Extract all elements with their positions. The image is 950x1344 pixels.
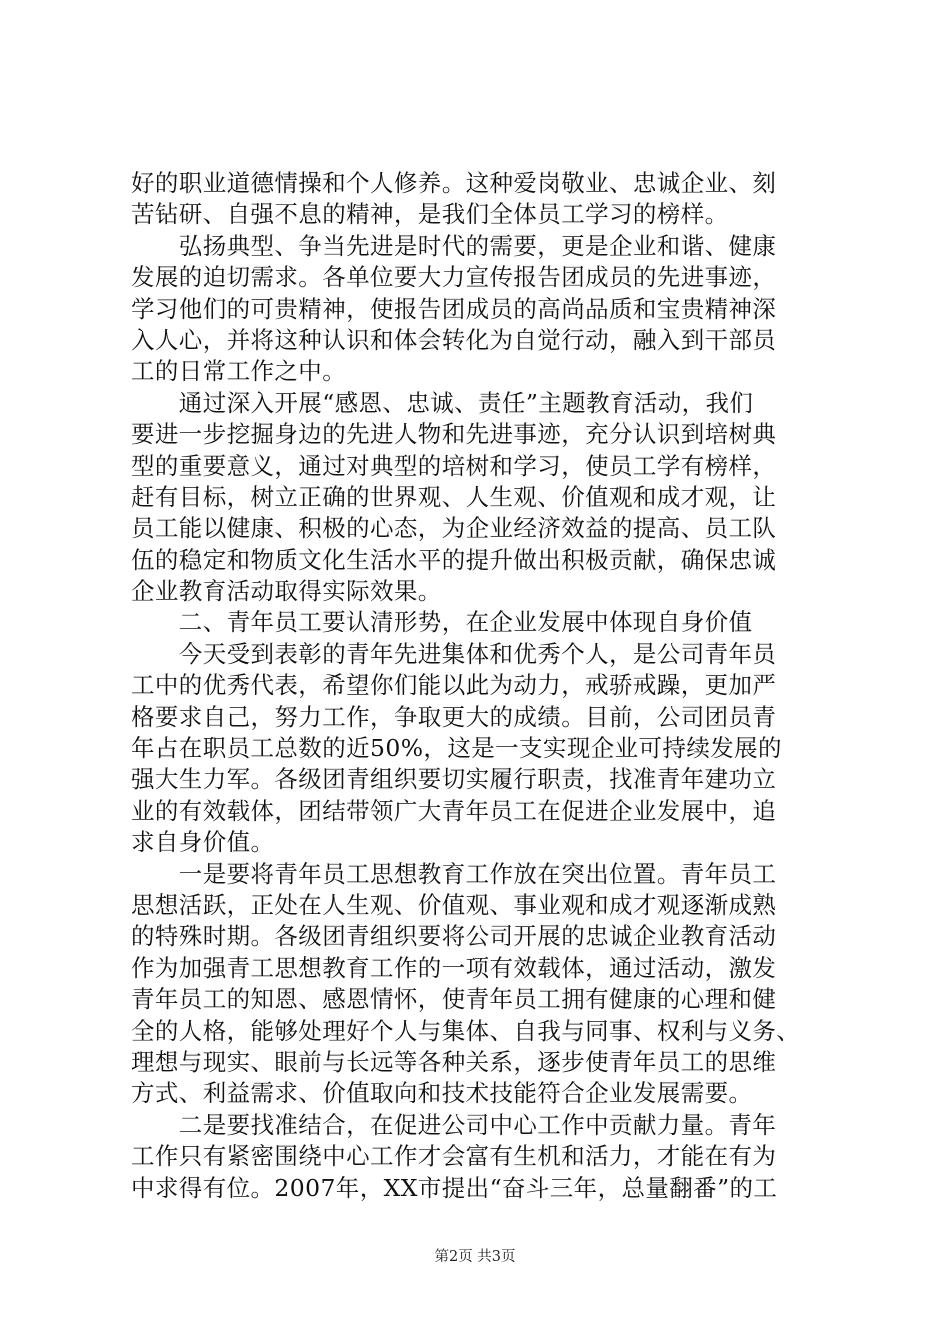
text-line: 通过深入开展“感恩、忠诚、责任”主题教育活动，我们 — [131, 388, 754, 417]
text-line: 格要求自己，努力工作，争取更大的成绩。目前，公司团员青 — [131, 702, 777, 731]
text-line: 伍的稳定和物质文化生活水平的提升做出积极贡献，确保忠诚 — [131, 545, 777, 574]
text-line: 作为加强青工思想教育工作的一项有效载体，通过活动，激发 — [131, 953, 777, 982]
text-line: 的特殊时期。各级团青组织要将公司开展的忠诚企业教育活动 — [131, 922, 777, 951]
text-line: 赶有目标，树立正确的世界观、人生观、价值观和成才观，让 — [131, 482, 777, 511]
text-line: 方式、利益需求、价值取向和技术技能符合企业发展需要。 — [131, 1079, 753, 1108]
text-line: 一是要将青年员工思想教育工作放在突出位置。青年员工 — [131, 859, 777, 888]
text-line: 今天受到表彰的青年先进集体和优秀个人，是公司青年员 — [131, 639, 777, 668]
text-line: 二、青年员工要认清形势，在企业发展中体现自身价值 — [131, 608, 753, 637]
text-line: 学习他们的可贵精神，使报告团成员的高尚品质和宝贵精神深 — [131, 294, 777, 323]
text-line: 思想活跃，正处在人生观、价值观、事业观和成才观逐渐成熟 — [131, 890, 777, 919]
text-line: 型的重要意义，通过对典型的培树和学习，使员工学有榜样， — [131, 451, 777, 480]
text-line: 发展的迫切需求。各单位要大力宣传报告团成员的先进事迹， — [131, 263, 777, 292]
text-line: 要进一步挖掘身边的先进人物和先进事迹，充分认识到培树典 — [131, 420, 777, 449]
document-body — [131, 168, 851, 1204]
text-line: 企业教育活动取得实际效果。 — [131, 577, 442, 606]
text-line: 苦钻研、自强不息的精神，是我们全体员工学习的榜样。 — [131, 200, 729, 229]
text-line: 求自身价值。 — [131, 828, 275, 857]
text-line: 年占在职员工总数的近50%，这是一支实现企业可持续发展的 — [131, 734, 782, 763]
text-line: 理想与现实、眼前与长远等各种关系，逐步使青年员工的思维 — [131, 1047, 777, 1076]
text-line: 二是要找准结合，在促进公司中心工作中贡献力量。青年 — [131, 1110, 777, 1139]
text-line: 全的人格，能够处理好个人与集体、自我与同事、权利与义务、 — [131, 1016, 801, 1045]
text-line: 员工能以健康、积极的心态，为企业经济效益的提高、员工队 — [131, 514, 777, 543]
text-line: 入人心，并将这种认识和体会转化为自觉行动，融入到干部员 — [131, 325, 777, 354]
page-footer: 第2页 共3页 — [434, 1249, 516, 1265]
text-line: 好的职业道德情操和个人修养。这种爱岗敬业、忠诚企业、刻 — [131, 169, 777, 197]
text-line: 青年员工的知恩、感恩情怀，使青年员工拥有健康的心理和健 — [131, 985, 777, 1014]
text-line: 工作只有紧密围绕中心工作才会富有生机和活力，才能在有为 — [131, 1142, 777, 1171]
text-line: 工中的优秀代表，希望你们能以此为动力，戒骄戒躁，更加严 — [131, 671, 777, 700]
text-line: 弘扬典型、争当先进是时代的需要，更是企业和谐、健康 — [131, 231, 777, 260]
text-line: 业的有效载体，团结带领广大青年员工在促进企业发展中，追 — [131, 796, 777, 825]
text-line: 工的日常工作之中。 — [131, 357, 347, 386]
text-line: 中求得有位。2007年，XX市提出“奋斗三年，总量翻番”的工 — [131, 1173, 778, 1202]
text-line: 强大生力军。各级团青组织要切实履行职责，找准青年建功立 — [131, 765, 777, 794]
